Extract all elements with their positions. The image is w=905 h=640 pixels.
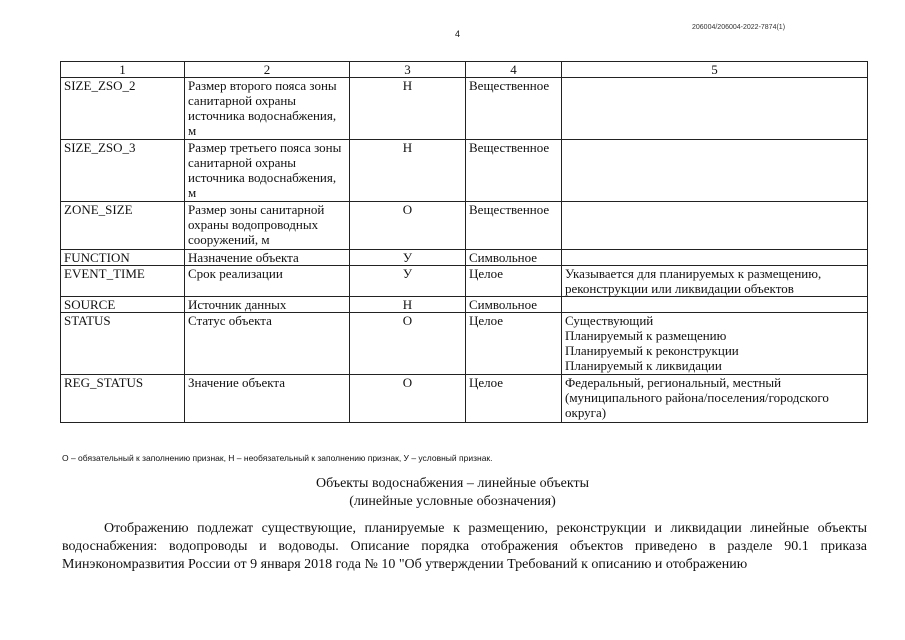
attribute-requirement: У <box>350 250 466 266</box>
attribute-type: Символьное <box>466 297 562 313</box>
page-number: 4 <box>455 29 461 39</box>
section-title: Объекты водоснабжения – линейные объекты <box>315 476 590 491</box>
attribute-requirement: Н <box>350 297 466 313</box>
column-header: 2 <box>185 62 350 78</box>
table-row <box>61 297 868 313</box>
attributes-table <box>60 61 868 423</box>
attribute-note <box>562 78 868 140</box>
attribute-description: Размер третьего пояса зоны санитарной охраны источника водоснабжения, м <box>185 140 350 202</box>
attribute-description: Размер второго пояса зоны санитарной охраны источника водоснабжения, м <box>185 78 350 140</box>
attribute-code: EVENT_TIME <box>61 266 185 297</box>
attribute-code: SIZE_ZSO_3 <box>61 140 185 202</box>
attribute-description: Источник данных <box>185 297 350 313</box>
attribute-type: Целое <box>466 375 562 423</box>
attribute-code: SOURCE <box>61 297 185 313</box>
table-row <box>61 250 868 266</box>
attribute-requirement: Н <box>350 140 466 202</box>
attribute-description: Размер зоны санитарной охраны водопроводных сооружений, м <box>185 202 350 250</box>
attribute-requirement: О <box>350 375 466 423</box>
attribute-note: Федеральный, региональный, местный (муниципального района/поселения/городского округа) <box>562 375 868 423</box>
attribute-description: Значение объекта <box>185 375 350 423</box>
attribute-note: Существующий Планируемый к размещению Планируемый к реконструкции Планируемый к ликвидации <box>562 313 868 375</box>
attribute-description: Назначение объекта <box>185 250 350 266</box>
document-id: 206004/206004-2022-7874(1) <box>692 24 786 31</box>
legend-footnote: О – обязательный к заполнению признак, Н – необязательный к заполнению признак, У – условный признак. <box>62 453 493 463</box>
table-header-row <box>61 62 868 78</box>
attribute-requirement: О <box>350 313 466 375</box>
column-header: 5 <box>562 62 868 78</box>
attribute-note <box>562 202 868 250</box>
column-header: 1 <box>61 62 185 78</box>
table-row <box>61 375 868 423</box>
attribute-description: Статус объекта <box>185 313 350 375</box>
attribute-requirement: У <box>350 266 466 297</box>
attribute-type: Символьное <box>466 250 562 266</box>
attribute-note: Указывается для планируемых к размещению, реконструкции или ликвидации объектов <box>562 266 868 297</box>
attribute-note <box>562 250 868 266</box>
attribute-requirement: Н <box>350 78 466 140</box>
table-row <box>61 140 868 202</box>
column-header: 4 <box>466 62 562 78</box>
table-row <box>61 313 868 375</box>
attribute-code: FUNCTION <box>61 250 185 266</box>
attribute-code: REG_STATUS <box>61 375 185 423</box>
table-row <box>61 78 868 140</box>
attribute-code: ZONE_SIZE <box>61 202 185 250</box>
attribute-note <box>562 297 868 313</box>
attribute-code: STATUS <box>61 313 185 375</box>
attribute-description: Срок реализации <box>185 266 350 297</box>
table-row <box>61 202 868 250</box>
section-subtitle: (линейные условные обозначения) <box>349 494 556 509</box>
attribute-code: SIZE_ZSO_2 <box>61 78 185 140</box>
attribute-type: Вещественное <box>466 140 562 202</box>
attribute-type: Вещественное <box>466 78 562 140</box>
body-paragraph: Отображению подлежат существующие, планируемые к размещению, реконструкции и ликвидации линейные объекты водоснабжения: водопроводы и водоводы. Описание порядка отображения объектов приведено в разделе 90.1 приказа Минэкономразвития России от 9 января 2018 года № 10 "Об утверждении Требований к описанию и отображению <box>62 521 867 572</box>
attribute-requirement: О <box>350 202 466 250</box>
column-header: 3 <box>350 62 466 78</box>
attribute-type: Целое <box>466 313 562 375</box>
attribute-type: Вещественное <box>466 202 562 250</box>
attribute-note <box>562 140 868 202</box>
attribute-type: Целое <box>466 266 562 297</box>
table-row <box>61 266 868 297</box>
